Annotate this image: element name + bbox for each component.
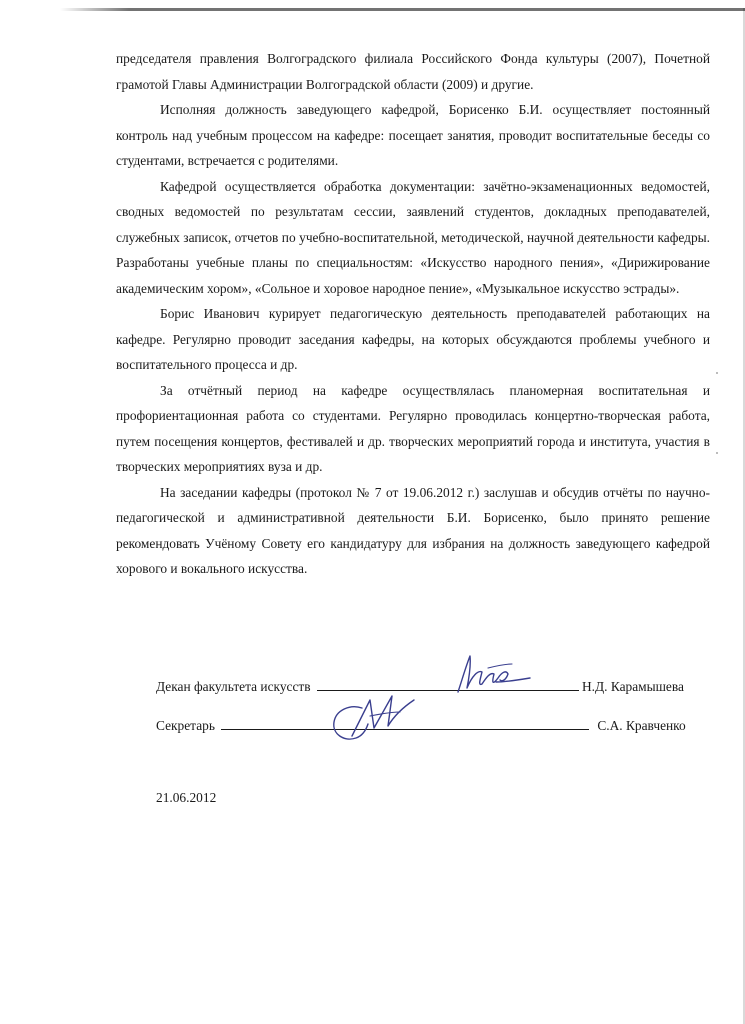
document-date: 21.06.2012 bbox=[156, 790, 217, 805]
secretary-title: Секретарь bbox=[156, 718, 215, 733]
secretary-signature-line bbox=[221, 717, 589, 730]
paragraph-control: Исполняя должность заведующего кафедрой, Борисенко Б.И. осуществляет постоянный контроль над учебным процессом на кафедре: посещает занятия, проводит воспитательные беседы со студентами, встречается с родителями. bbox=[116, 102, 710, 168]
scan-speck bbox=[716, 452, 718, 454]
paragraph-supervision: Борис Иванович курирует педагогическую деятельность преподавателей работающих на кафедре. Регулярно проводит заседания кафедры, на которых обсуждаются проблемы учебного и воспитательного процесса и др. bbox=[116, 306, 710, 372]
dean-title: Декан факультета искусств bbox=[156, 679, 311, 694]
paragraph-educational-work: За отчётный период на кафедре осуществлялась планомерная воспитательная и профориентационная работа со студентами. Регулярно проводилась концертно-творческая работа, путем посещения концертов, фестивалей и др. творческих мероприятий города и института, участия в творческих мероприятиях вуза и др. bbox=[116, 382, 710, 474]
secretary-name: С.А. Кравченко bbox=[597, 718, 686, 733]
paragraph-documentation: Кафедрой осуществляется обработка документации: зачётно-экзаменационных ведомостей, сводных ведомостей по результатам сессии, заявлений студентов, докладных преподавателей, служебных записок, отчетов по учебно-воспитательной, методической, научной деятельности кафедры. Разработаны учебные планы по специальностям: «Искусство народного пения», «Дирижирование академическим хором», «Сольное и хоровое народное пение», «Музыкальное искусство эстрады». bbox=[116, 178, 710, 296]
dean-name: Н.Д. Карамышева bbox=[581, 679, 684, 694]
dean-signature-line bbox=[317, 678, 579, 691]
secretary-signature-row bbox=[156, 716, 686, 736]
paragraph-decision: На заседании кафедры (протокол № 7 от 19.06.2012 г.) заслушав и обсудив отчёты по научно-педагогической и административной деятельности Б.И. Борисенко, было принято решение рекомендовать Учёному Совету его кандидатуру для избрания на должность заведующего кафедрой хорового и вокального искусства. bbox=[116, 484, 710, 576]
scan-speck bbox=[716, 372, 718, 374]
scan-edge-top bbox=[60, 8, 745, 11]
document-body bbox=[116, 46, 710, 582]
paragraph-continued: председателя правления Волгоградского филиала Российского Фонда культуры (2007), Почетной грамотой Главы Администрации Волгоградской области (2009) и другие. bbox=[116, 51, 710, 92]
dean-signature-row bbox=[156, 677, 684, 697]
